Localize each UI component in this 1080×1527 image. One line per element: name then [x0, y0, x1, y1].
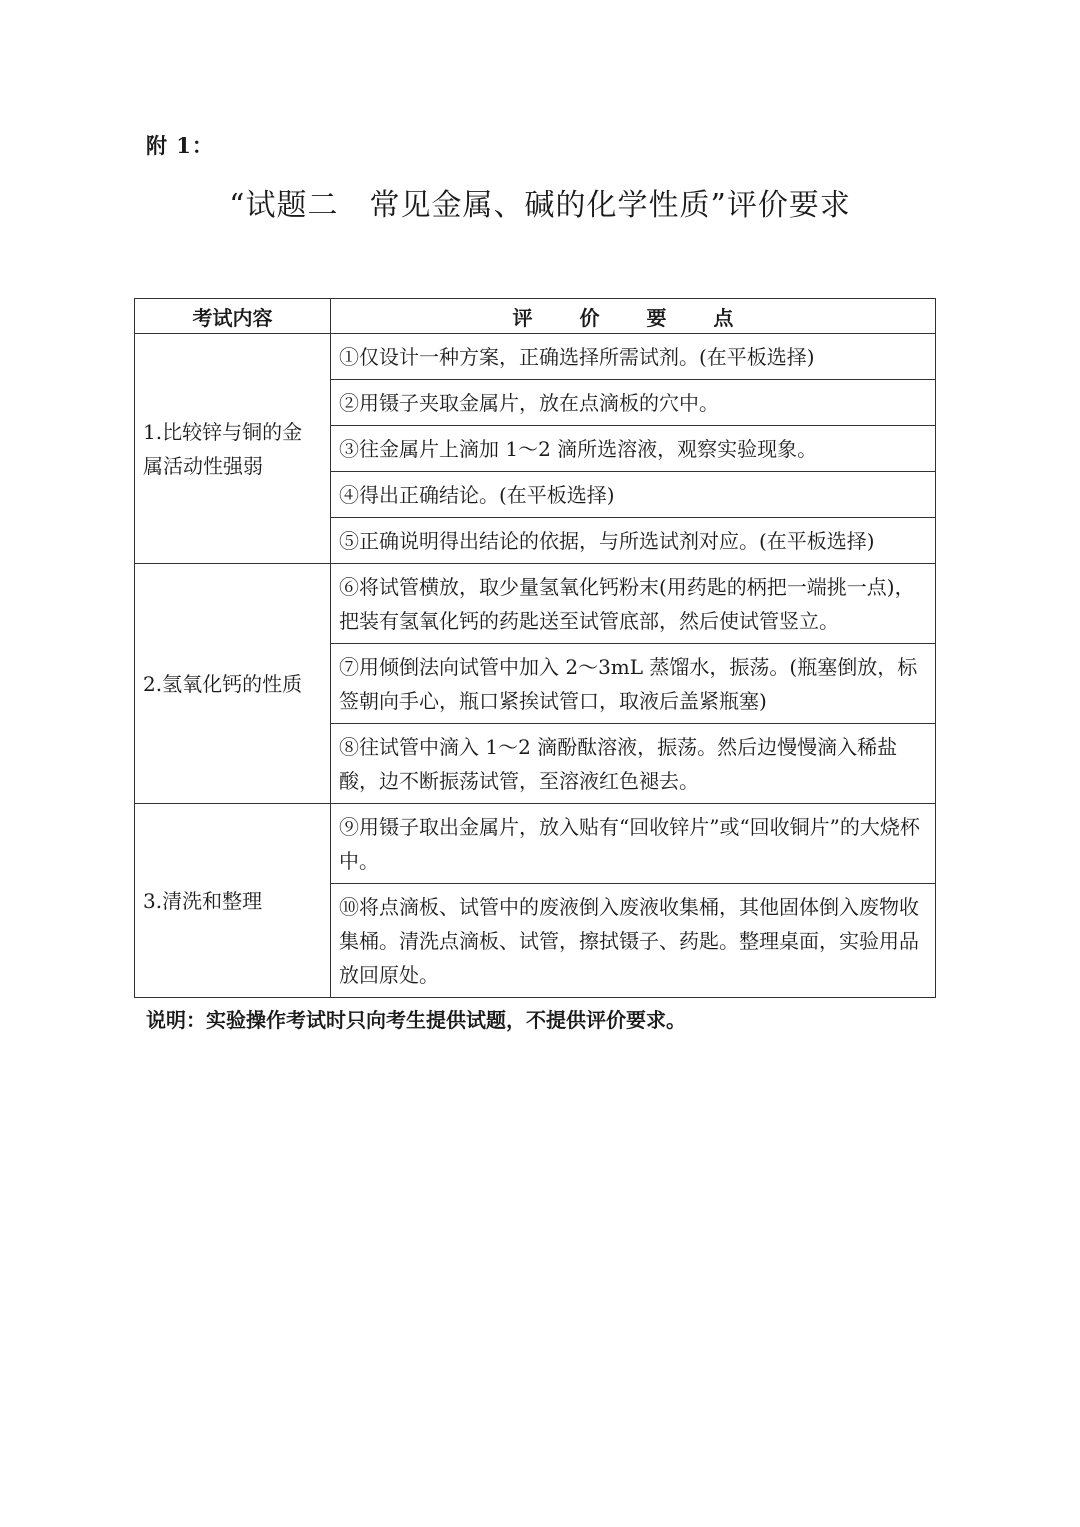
footnote: 说明：实验操作考试时只向考生提供试题，不提供评价要求。 — [146, 1008, 686, 1032]
appendix-label: 附 1： — [146, 133, 214, 158]
point-cell: ④得出正确结论。(在平板选择) — [331, 472, 936, 518]
header-content: 考试内容 — [135, 299, 331, 334]
point-cell: ⑧往试管中滴入 1～2 滴酚酞溶液，振荡。然后边慢慢滴入稀盐酸，边不断振荡试管，至溶液红色褪去。 — [331, 724, 936, 804]
content-cell-2: 2.氢氧化钙的性质 — [135, 564, 331, 804]
point-cell: ⑤正确说明得出结论的依据，与所选试剂对应。(在平板选择) — [331, 518, 936, 564]
point-cell: ⑥将试管横放，取少量氢氧化钙粉末(用药匙的柄把一端挑一点)，把装有氢氧化钙的药匙送至试管底部，然后使试管竖立。 — [331, 564, 936, 644]
point-cell: ⑨用镊子取出金属片，放入贴有“回收锌片”或“回收铜片”的大烧杯中。 — [331, 804, 936, 884]
point-cell: ②用镊子夹取金属片，放在点滴板的穴中。 — [331, 380, 936, 426]
point-cell: ⑩将点滴板、试管中的废液倒入废液收集桶，其他固体倒入废物收集桶。清洗点滴板、试管，擦拭镊子、药匙。整理桌面，实验用品放回原处。 — [331, 884, 936, 998]
table-row — [135, 334, 936, 380]
page-title: “试题二 常见金属、碱的化学性质”评价要求 — [229, 188, 851, 223]
table-row — [135, 564, 936, 644]
point-cell: ③往金属片上滴加 1～2 滴所选溶液，观察实验现象。 — [331, 426, 936, 472]
content-cell-1: 1.比较锌与铜的金属活动性强弱 — [135, 334, 331, 564]
evaluation-table — [134, 298, 936, 998]
table-header-row — [135, 299, 936, 334]
content-cell-3: 3.清洗和整理 — [135, 804, 331, 998]
point-cell: ⑦用倾倒法向试管中加入 2～3mL 蒸馏水，振荡。(瓶塞倒放，标签朝向手心，瓶口紧挨试管口，取液后盖紧瓶塞) — [331, 644, 936, 724]
header-points: 评 价 要 点 — [331, 299, 936, 334]
point-cell: ①仅设计一种方案，正确选择所需试剂。(在平板选择) — [331, 334, 936, 380]
table-row — [135, 804, 936, 884]
